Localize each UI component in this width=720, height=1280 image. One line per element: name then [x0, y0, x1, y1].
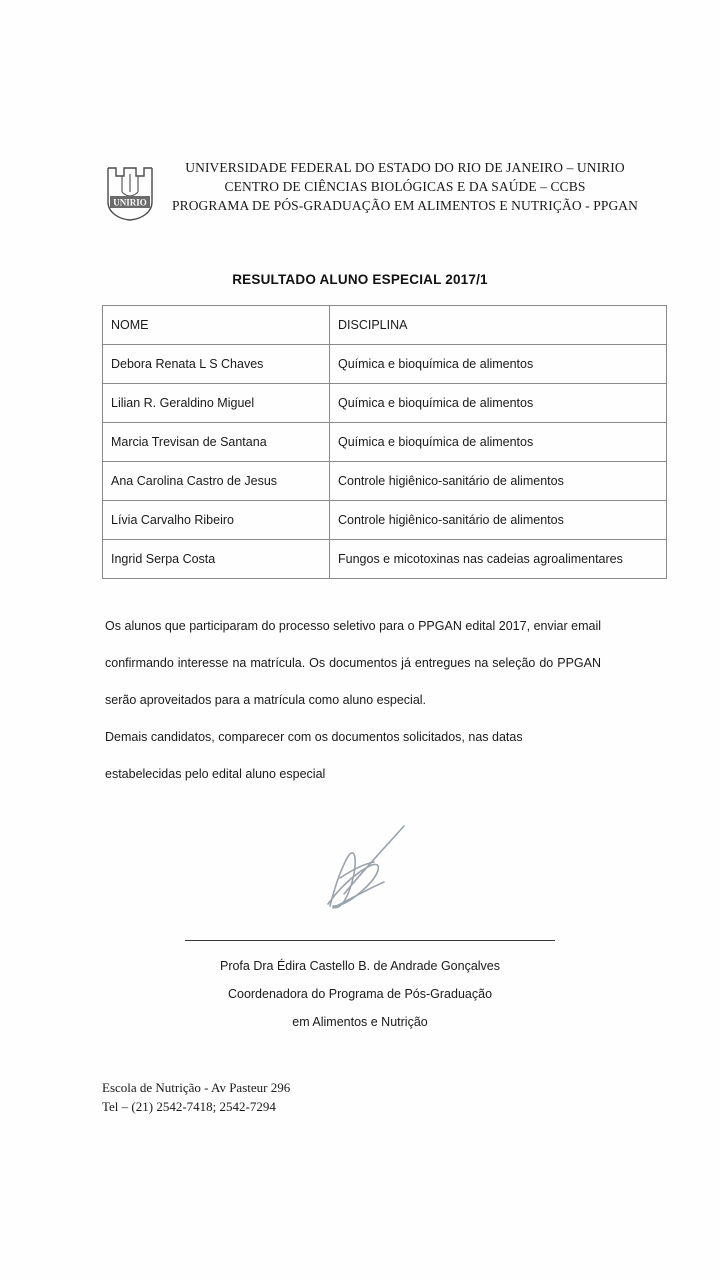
column-header-disciplina: DISCIPLINA	[330, 306, 667, 345]
document-body	[105, 608, 601, 793]
table-row	[103, 540, 667, 579]
table-header-row	[103, 306, 667, 345]
cell-nome: Ingrid Serpa Costa	[103, 540, 330, 579]
cell-disciplina: Química e bioquímica de alimentos	[330, 384, 667, 423]
cell-disciplina: Fungos e micotoxinas nas cadeias agroalimentares	[330, 540, 667, 579]
cell-disciplina: Química e bioquímica de alimentos	[330, 345, 667, 384]
table-row	[103, 384, 667, 423]
document-footer	[102, 1078, 290, 1116]
signatory-role-line-2: em Alimentos e Nutrição	[292, 1015, 428, 1029]
signatory-role-line-1: Coordenadora do Programa de Pós-Graduação	[227, 987, 493, 1001]
cell-nome: Lívia Carvalho Ribeiro	[103, 501, 330, 540]
signature-line	[185, 940, 555, 941]
body-paragraph-1: Os alunos que participaram do processo seletivo para o PPGAN edital 2017, enviar email confirmando interesse na matrícula. Os documentos já entregues na seleção do PPGAN serão aproveitados para a matrícula como aluno especial.	[105, 619, 601, 707]
column-header-nome: NOME	[103, 306, 330, 345]
table-row	[103, 462, 667, 501]
results-table-container	[102, 305, 632, 579]
cell-disciplina: Química e bioquímica de alimentos	[330, 423, 667, 462]
cell-nome: Ana Carolina Castro de Jesus	[103, 462, 330, 501]
document-header	[100, 158, 640, 224]
footer-address: Escola de Nutrição - Av Pasteur 296	[102, 1080, 291, 1095]
institution-line-2: CENTRO DE CIÊNCIAS BIOLÓGICAS E DA SAÚDE – CCBS	[224, 179, 586, 194]
handwritten-signature	[300, 820, 440, 930]
page-title: RESULTADO ALUNO ESPECIAL 2017/1	[232, 272, 488, 287]
institution-line-1: UNIVERSIDADE FEDERAL DO ESTADO DO RIO DE JANEIRO – UNIRIO	[185, 160, 625, 175]
cell-nome: Lilian R. Geraldino Miguel	[103, 384, 330, 423]
signatory-name: Profa Dra Édira Castello B. de Andrade Gonçalves	[219, 959, 500, 973]
table-row	[103, 501, 667, 540]
body-paragraph-2: Demais candidatos, comparecer com os documentos solicitados, nas datas estabelecidas pelo edital aluno especial	[105, 730, 523, 781]
institution-heading	[170, 158, 640, 215]
results-table	[102, 305, 667, 579]
cell-nome: Debora Renata L S Chaves	[103, 345, 330, 384]
signature-block	[110, 952, 610, 1036]
svg-text:UNIRIO: UNIRIO	[113, 197, 147, 208]
table-row	[103, 423, 667, 462]
table-row	[103, 345, 667, 384]
footer-phone: Tel – (21) 2542-7418; 2542-7294	[102, 1099, 276, 1114]
unirio-logo-icon	[100, 162, 160, 224]
cell-nome: Marcia Trevisan de Santana	[103, 423, 330, 462]
cell-disciplina: Controle higiênico-sanitário de alimentos	[330, 462, 667, 501]
cell-disciplina: Controle higiênico-sanitário de alimentos	[330, 501, 667, 540]
institution-line-3: PROGRAMA DE PÓS-GRADUAÇÃO EM ALIMENTOS E NUTRIÇÃO - PPGAN	[172, 198, 638, 213]
